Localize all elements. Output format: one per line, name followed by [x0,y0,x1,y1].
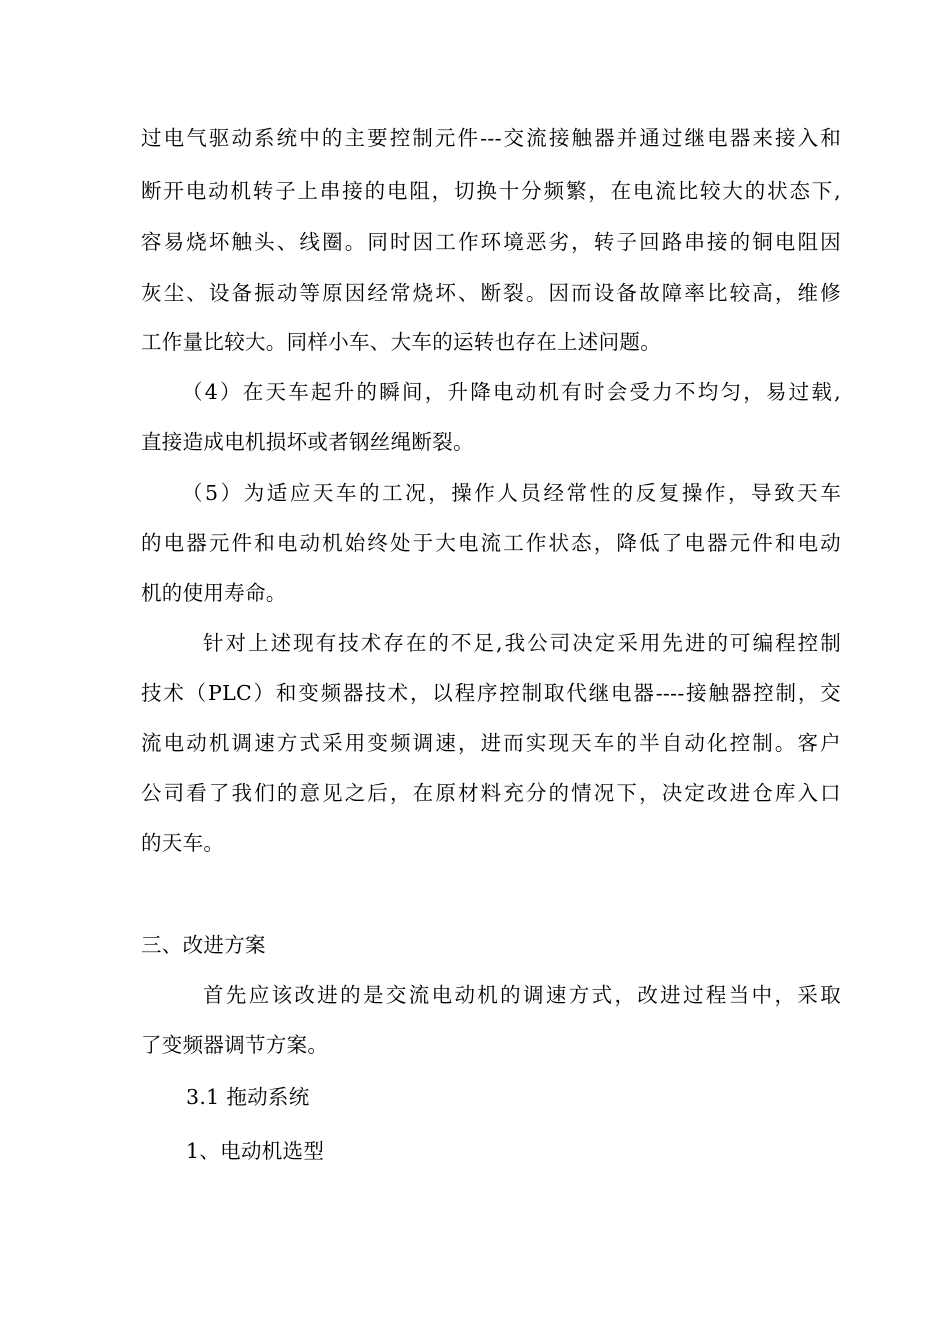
paragraph-line: 的电器元件和电动机始终处于大电流工作状态，降低了电器元件和电动 [141,531,841,555]
paragraph-line: 首先应该改进的是交流电动机的调速方式，改进过程当中，采取 [203,983,841,1007]
paragraph-line: 流电动机调速方式采用变频调速，进而实现天车的半自动化控制。客户 [141,731,841,755]
paragraph-line: 针对上述现有技术存在的不足,我公司决定采用先进的可编程控制 [203,631,841,655]
paragraph-line: （5）为适应天车的工况，操作人员经常性的反复操作，导致天车 [182,481,841,505]
paragraph-line: 机的使用寿命。 [141,581,287,605]
paragraph-line: 技术（PLC）和变频器技术，以程序控制取代继电器----接触器控制，交 [141,681,841,705]
paragraph-line: 工作量比较大。同样小车、大车的运转也存在上述问题。 [141,330,661,354]
paragraph-line: （4）在天车起升的瞬间，升降电动机有时会受力不均匀，易过载, [182,380,841,404]
paragraph-line: 断开电动机转子上串接的电阻，切换十分频繁，在电流比较大的状态下, [141,179,841,203]
paragraph-line: 直接造成电机损坏或者钢丝绳断裂。 [141,430,474,454]
section-heading: 三、改进方案 [141,933,266,957]
paragraph-line: 公司看了我们的意见之后，在原材料充分的情况下，决定改进仓库入口 [141,781,841,805]
paragraph-line: 的天车。 [141,831,225,855]
paragraph-line: 容易烧坏触头、线圈。同时因工作环境恶劣，转子回路串接的铜电阻因 [141,230,841,254]
subsection-heading: 1、电动机选型 [186,1139,325,1163]
paragraph-line: 灰尘、设备振动等原因经常烧坏、断裂。因而设备故障率比较高，维修 [141,281,841,305]
subsection-heading: 3.1 拖动系统 [186,1085,310,1109]
paragraph-line: 了变频器调节方案。 [141,1033,329,1057]
paragraph-line: 过电气驱动系统中的主要控制元件---交流接触器并通过继电器来接入和 [141,126,841,150]
